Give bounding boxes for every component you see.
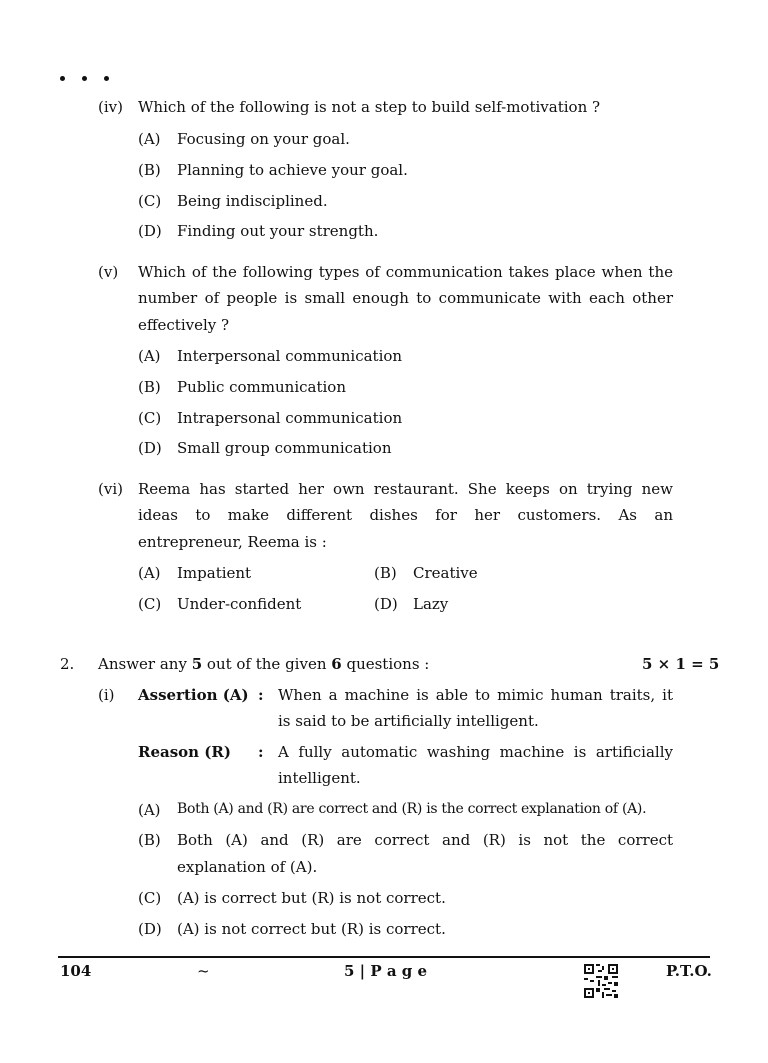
- option-label: (B): [374, 564, 397, 582]
- assertion-label: Assertion (A): [138, 686, 249, 704]
- option-text: Both (A) and (R) are correct and (R) is not the correct: [177, 831, 673, 849]
- reason-colon: :: [258, 743, 264, 761]
- question-v-line: Which of the following types of communication takes place when the: [138, 263, 673, 281]
- option-text: Being indisciplined.: [177, 192, 328, 210]
- option-text: (A) is not correct but (R) is correct.: [177, 920, 446, 938]
- question-2-number: 2.: [60, 655, 75, 673]
- page-number: 5 | P a g e: [344, 962, 428, 980]
- question-v-line: number of people is small enough to communicate with each other: [138, 289, 673, 307]
- assertion-colon: :: [258, 686, 264, 704]
- option-text: Interpersonal communication: [177, 347, 403, 365]
- question-vi-line: entrepreneur, Reema is :: [138, 533, 327, 551]
- option-label: (B): [138, 831, 161, 849]
- question-v-line: effectively ?: [138, 316, 230, 334]
- question-vi-number: (vi): [98, 480, 123, 498]
- question-2-i-number: (i): [98, 686, 115, 704]
- pto-label: P.T.O.: [666, 962, 712, 980]
- option-label: (C): [138, 192, 162, 210]
- option-text: Finding out your strength.: [177, 222, 379, 240]
- question-vi-line: ideas to make different dishes for her customers. As an: [138, 506, 673, 524]
- option-label: (A): [138, 564, 161, 582]
- option-label: (A): [138, 130, 161, 148]
- assertion-line: When a machine is able to mimic human traits, it: [278, 686, 673, 704]
- option-text: Small group communication: [177, 439, 392, 457]
- option-label: (B): [138, 161, 161, 179]
- paper-code: 104: [60, 962, 92, 980]
- option-label: (C): [138, 889, 162, 907]
- option-label: (C): [138, 409, 162, 427]
- option-label: (A): [138, 801, 161, 819]
- option-label: (B): [138, 378, 161, 396]
- reason-label: Reason (R): [138, 743, 231, 761]
- reason-line: intelligent.: [278, 769, 361, 787]
- option-label: (D): [138, 920, 162, 938]
- option-text: Lazy: [413, 595, 449, 613]
- assertion-line: is said to be artificially intelligent.: [278, 712, 539, 730]
- option-text: Under-confident: [177, 595, 302, 613]
- question-v-number: (v): [98, 263, 119, 281]
- option-text: Creative: [413, 564, 478, 582]
- option-text: Focusing on your goal.: [177, 130, 350, 148]
- option-text: Planning to achieve your goal.: [177, 161, 408, 179]
- question-2-instruction: Answer any 5 out of the given 6 questions :: [98, 655, 430, 673]
- option-text: Public communication: [177, 378, 346, 396]
- option-label: (D): [138, 222, 162, 240]
- option-label: (C): [138, 595, 162, 613]
- option-text: Intrapersonal communication: [177, 409, 403, 427]
- question-iv-text: Which of the following is not a step to build self-motivation ?: [138, 98, 601, 116]
- option-label: (A): [138, 347, 161, 365]
- qr-code-icon: [584, 964, 618, 998]
- option-text: Both (A) and (R) are correct and (R) is the correct explanation of (A).: [177, 801, 647, 817]
- option-label: (D): [138, 439, 162, 457]
- reason-line: A fully automatic washing machine is artificially: [278, 743, 673, 761]
- option-text: (A) is correct but (R) is not correct.: [177, 889, 446, 907]
- footer-tilde: ~: [197, 962, 210, 980]
- option-text: explanation of (A).: [177, 858, 318, 876]
- question-2-marks: 5 × 1 = 5: [642, 655, 720, 673]
- question-vi-line: Reema has started her own restaurant. She keeps on trying new: [138, 480, 673, 498]
- option-label: (D): [374, 595, 398, 613]
- question-iv-number: (iv): [98, 98, 123, 116]
- footer-divider: [58, 956, 710, 958]
- option-text: Impatient: [177, 564, 252, 582]
